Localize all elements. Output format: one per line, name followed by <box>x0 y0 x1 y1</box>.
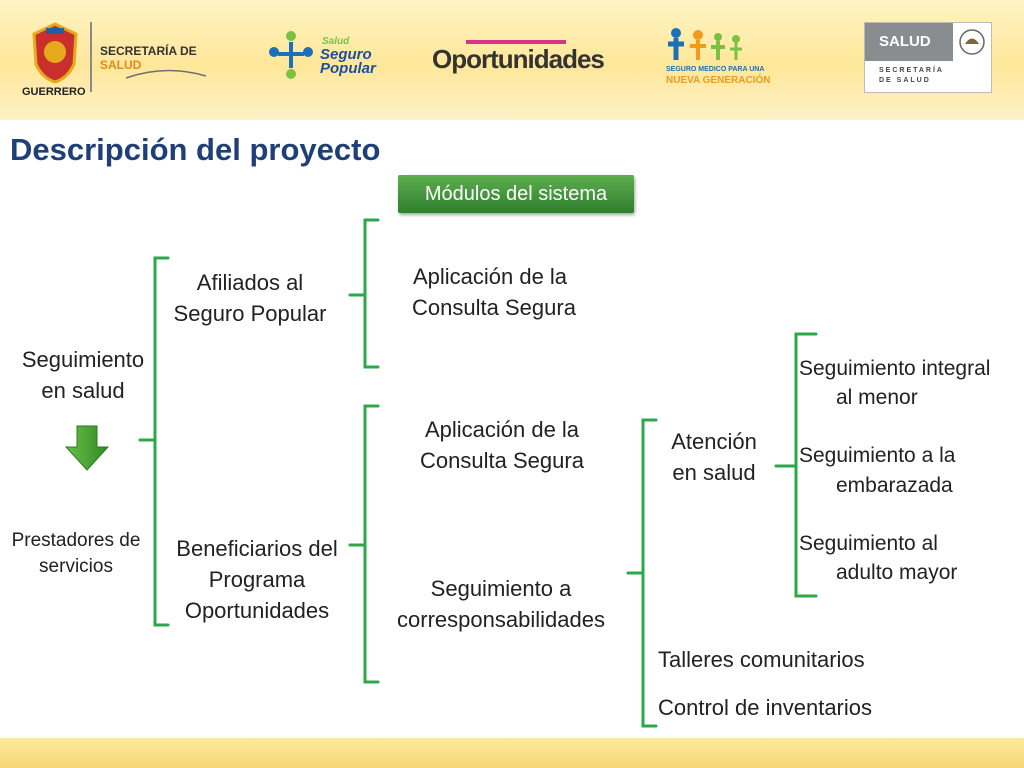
seg-integral-menor-l2: al menor <box>836 386 918 409</box>
beneficiarios-l2: Programa <box>208 567 306 592</box>
secretaria-line1: SECRETARÍA DE <box>100 44 197 58</box>
seg-embarazada-l2: embarazada <box>836 474 953 497</box>
seguimiento-salud-l2: en salud <box>41 378 125 403</box>
afiliados-l1: Afiliados al <box>196 270 304 295</box>
beneficiarios-l1: Beneficiarios del <box>176 536 338 561</box>
footer-band <box>0 738 1024 768</box>
seguro-seguro-text: Seguro <box>320 46 372 63</box>
secretaria-line2: SALUD <box>100 58 142 72</box>
prestadores-l1: Prestadores de <box>11 530 141 551</box>
seg-corresponsabilidades-l2: corresponsabilidades <box>397 607 605 632</box>
seguro-popular-text: Popular <box>320 60 376 77</box>
modules-badge: Módulos del sistema <box>398 175 634 213</box>
bracket-afiliados <box>350 220 378 367</box>
seg-integral-menor-l1: Seguimiento integral <box>799 357 991 380</box>
seg-adulto-mayor-l2: adulto mayor <box>836 561 958 584</box>
seguimiento-salud-l1: Seguimiento <box>21 347 145 372</box>
afiliados-l2: Seguro Popular <box>173 301 327 326</box>
beneficiarios-l3: Oportunidades <box>184 598 330 623</box>
atencion-salud-l1: Atención <box>671 429 757 454</box>
talleres-comunitarios: Talleres comunitarios <box>658 647 865 672</box>
page-title: Descripción del proyecto <box>10 132 381 167</box>
bracket-corresponsabilidades <box>628 420 656 726</box>
seg-embarazada-l1: Seguimiento a la <box>799 444 956 467</box>
seg-adulto-mayor-l1: Seguimiento al <box>799 532 938 555</box>
salud-badge-text: SALUD <box>879 33 931 50</box>
control-inventarios: Control de inventarios <box>658 695 873 720</box>
smng-line1: SEGURO MEDICO PARA UNA <box>666 66 765 73</box>
salud-sec1: SECRETARÍA <box>879 67 944 74</box>
app-consulta-1-l2: Consulta Segura <box>412 295 576 320</box>
app-consulta-1-l1: Aplicación de la <box>412 264 568 289</box>
oportunidades-logo: Oportunidades <box>432 44 604 74</box>
app-consulta-2-l2: Consulta Segura <box>420 448 584 473</box>
prestadores-l2: servicios <box>39 556 113 577</box>
smng-line2: NUEVA GENERACIÓN <box>666 75 771 86</box>
down-arrow-icon <box>65 425 109 471</box>
app-consulta-2-l1: Aplicación de la <box>424 417 580 442</box>
seguro-salud-text: Salud <box>322 36 350 47</box>
salud-sec2: DE SALUD <box>879 77 931 84</box>
guerrero-label: GUERRERO <box>22 86 86 98</box>
seg-corresponsabilidades-l1: Seguimiento a <box>430 576 572 601</box>
atencion-salud-l2: en salud <box>672 460 756 485</box>
